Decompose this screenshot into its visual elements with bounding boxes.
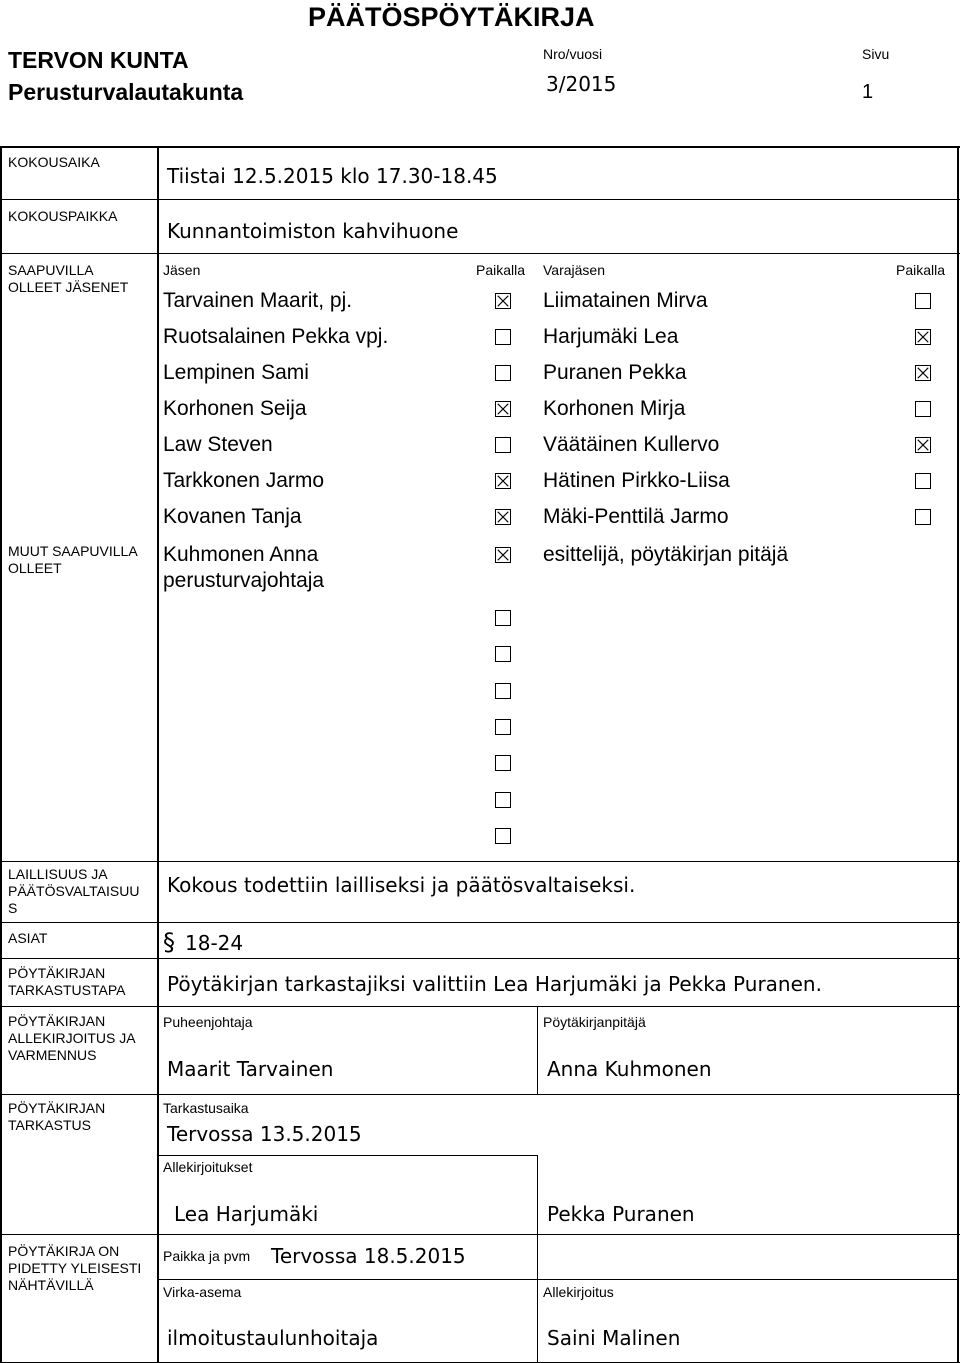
kokousaika-value: Tiistai 12.5.2015 klo 17.30-18.45 [167,164,498,188]
row-divider [0,1006,960,1007]
col-member-header: Jäsen [163,262,201,278]
nro-value: 3/2015 [546,72,617,96]
deputy-present-checkbox[interactable] [915,473,931,489]
member-name: Lempinen Sami [163,361,309,384]
extra-attendee-checkbox[interactable] [495,828,511,844]
sivu-value: 1 [862,81,874,103]
inner-divider [537,1006,538,1094]
deputy-name: Korhonen Mirja [543,397,686,420]
allekirjoitus-label: PÖYTÄKIRJAN ALLEKIRJOITUS JA VARMENNUS [8,1013,135,1063]
label-column-divider [157,146,159,1363]
member-name: Korhonen Seija [163,397,307,420]
member-present-checkbox[interactable] [495,329,511,345]
kokouspaikka-value: Kunnantoimiston kahvihuone [167,219,459,243]
extra-attendee-checkbox[interactable] [495,719,511,735]
deputy-name: Harjumäki Lea [543,325,679,348]
member-name: Tarkkonen Jarmo [163,469,325,492]
deputy-present-checkbox[interactable] [915,401,931,417]
inspection-time-label: Tarkastusaika [163,1100,249,1116]
tarkastus-label: PÖYTÄKIRJAN TARKASTUS [8,1100,106,1133]
inner-divider [157,1279,957,1280]
row-divider [0,253,960,254]
deputy-present-checkbox[interactable] [915,365,931,381]
row-divider [0,1234,960,1235]
table-right-border [957,146,959,1363]
section-sign: § [163,928,175,956]
table-top-border [0,146,960,148]
member-name: Law Steven [163,433,273,456]
deputy-name: Puranen Pekka [543,361,687,384]
row-divider [0,199,960,200]
tarkastustapa-value: Pöytäkirjan tarkastajiksi valittiin Lea Harjumäki ja Pekka Puranen. [167,972,822,996]
extra-attendee-checkbox[interactable] [495,646,511,662]
position-label: Virka-asema [163,1284,242,1300]
committee-name: Perusturvalautakunta [8,79,244,105]
member-name: Kovanen Tanja [163,505,302,528]
member-present-checkbox[interactable] [495,473,511,489]
secretary-label: Pöytäkirjanpitäjä [543,1014,646,1030]
attendance-label: SAAPUVILLA OLLEET JÄSENET [8,262,129,295]
others-name: Kuhmonen Anna [163,543,319,566]
nro-label: Nro/vuosi [543,46,603,62]
member-present-checkbox[interactable] [495,401,511,417]
member-present-checkbox[interactable] [495,509,511,525]
others-role: esittelijä, pöytäkirjan pitäjä [543,543,789,566]
organization-name: TERVON KUNTA [8,47,189,73]
deputy-present-checkbox[interactable] [915,329,931,345]
member-present-checkbox[interactable] [495,293,511,309]
chair-name: Maarit Tarvainen [167,1057,334,1081]
kokouspaikka-label: KOKOUSPAIKKA [8,208,118,224]
extra-attendee-checkbox[interactable] [495,683,511,699]
laillisuus-value: Kokous todettiin lailliseksi ja päätösvaltaiseksi. [167,873,636,897]
others-title: perusturvajohtaja [163,569,325,592]
place-date-label: Paikka ja pvm [163,1248,251,1264]
kokousaika-label: KOKOUSAIKA [8,154,100,170]
asiat-label: ASIAT [8,930,48,946]
signer2-name: Pekka Puranen [547,1202,695,1226]
deputy-name: Mäki-Penttilä Jarmo [543,505,729,528]
signatures-label: Allekirjoitukset [163,1159,253,1175]
col-deputy-header: Varajäsen [543,262,606,278]
deputy-present-checkbox[interactable] [915,293,931,309]
col-present-header: Paikalla [476,262,526,278]
signature-label: Allekirjoitus [543,1284,614,1300]
others-present-checkbox[interactable] [495,547,511,563]
tarkastustapa-label: PÖYTÄKIRJAN TARKASTUSTAPA [8,965,126,998]
secretary-name: Anna Kuhmonen [547,1057,712,1081]
deputy-name: Hätinen Pirkko-Liisa [543,469,730,492]
member-present-checkbox[interactable] [495,365,511,381]
sivu-label: Sivu [862,46,890,62]
asiat-value: 18-24 [185,931,244,955]
inner-divider [157,1155,537,1156]
row-divider [0,861,960,862]
deputy-name: Liimatainen Mirva [543,289,708,312]
table-left-border [0,146,2,1363]
member-present-checkbox[interactable] [495,437,511,453]
row-divider [0,1094,960,1095]
member-name: Tarvainen Maarit, pj. [163,289,353,312]
laillisuus-label: LAILLISUUS JA PÄÄTÖSVALTAISUU S [8,866,140,916]
place-date-value: Tervossa 18.5.2015 [271,1244,466,1268]
member-name: Ruotsalainen Pekka vpj. [163,325,389,348]
extra-attendee-checkbox[interactable] [495,755,511,771]
others-label: MUUT SAAPUVILLA OLLEET [8,543,137,576]
signer1-name: Lea Harjumäki [174,1202,319,1226]
deputy-present-checkbox[interactable] [915,437,931,453]
position-value: ilmoitustaulunhoitaja [167,1326,379,1350]
row-divider [0,922,960,923]
document-title: PÄÄTÖSPÖYTÄKIRJA [308,2,595,32]
chair-label: Puheenjohtaja [163,1014,253,1030]
deputy-present-checkbox[interactable] [915,509,931,525]
inspection-time-value: Tervossa 13.5.2015 [167,1122,362,1146]
inner-divider [537,1155,538,1363]
extra-attendee-checkbox[interactable] [495,792,511,808]
signature-value: Saini Malinen [547,1326,681,1350]
row-divider [0,958,960,959]
extra-attendee-checkbox[interactable] [495,610,511,626]
nahtavilla-label: PÖYTÄKIRJA ON PIDETTY YLEISESTI NÄHTÄVILLÄ [8,1243,142,1293]
deputy-name: Väätäinen Kullervo [543,433,720,456]
col-deputy-present-header: Paikalla [896,262,946,278]
